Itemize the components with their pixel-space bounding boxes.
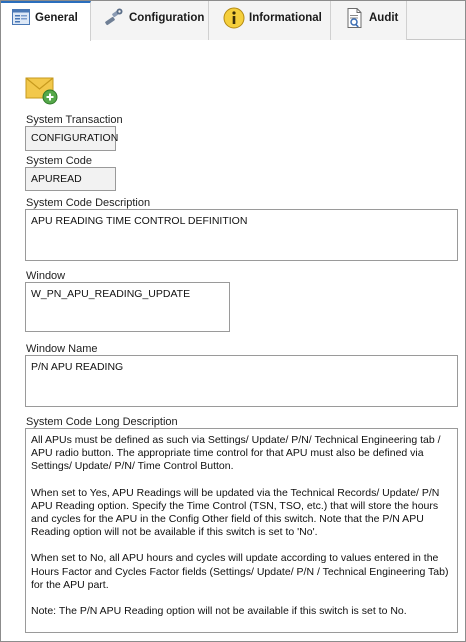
window-label: Window <box>26 270 66 282</box>
tab-configuration[interactable] <box>91 1 209 40</box>
tab-informational[interactable] <box>209 1 331 40</box>
system-code-description-field[interactable]: APU READING TIME CONTROL DEFINITION <box>25 209 458 261</box>
window-field[interactable]: W_PN_APU_READING_UPDATE <box>25 282 230 332</box>
tab-bar <box>1 1 465 40</box>
document-icon <box>345 7 365 32</box>
tab-audit[interactable] <box>331 1 407 40</box>
system-code-field[interactable]: APUREAD <box>25 167 116 191</box>
wrench-icon <box>103 7 125 30</box>
system-code-description-label: System Code Description <box>26 197 151 209</box>
long-description-paragraph: All APUs must be defined as such via Settings/ Update/ P/N/ Technical Engineering tab / APU radio button. The appropriate time control for that APU must also be defined via Settings/ Update/ P/N/ Time Control Button. <box>31 434 441 473</box>
long-description-label: System Code Long Description <box>26 416 178 428</box>
system-transaction-label: System Transaction <box>26 114 123 126</box>
info-icon <box>223 7 245 32</box>
long-description-paragraph: Note: The P/N APU Reading option will not be available if this switch is set to No. <box>31 605 407 618</box>
long-description-paragraph: When set to No, all APU hours and cycles will update according to values entered in the Hours Factor and Cycles Factor fields (Settings/ Update/ P/N / Technical Engineering Tab) for the APU part. <box>31 552 449 591</box>
window-name-label: Window Name <box>26 343 98 355</box>
system-code-label: System Code <box>26 155 93 167</box>
tab-informational-label: Informational <box>249 12 322 24</box>
tab-audit-label: Audit <box>369 12 399 24</box>
tab-general-label: General <box>35 12 78 24</box>
general-tab-icon <box>11 7 31 30</box>
window-name-field[interactable]: P/N APU READING <box>25 355 458 407</box>
system-transaction-field[interactable]: CONFIGURATION <box>25 126 116 151</box>
tab-configuration-label: Configuration <box>129 12 205 24</box>
long-description-paragraph: When set to Yes, APU Readings will be updated via the Technical Records/ Update/ P/N APU Reading option. Specify the Time Control (TSN, TSO, etc.) that will store the hours and cycles for the APU in the Config Other field of this switch. Note that the P/N APU Reading option will not be available if this switch is set to 'No'. <box>31 486 440 539</box>
general-panel <box>0 41 466 641</box>
tab-general[interactable] <box>1 1 91 41</box>
envelope-add-icon <box>25 76 59 109</box>
long-description-field[interactable] <box>25 428 458 633</box>
